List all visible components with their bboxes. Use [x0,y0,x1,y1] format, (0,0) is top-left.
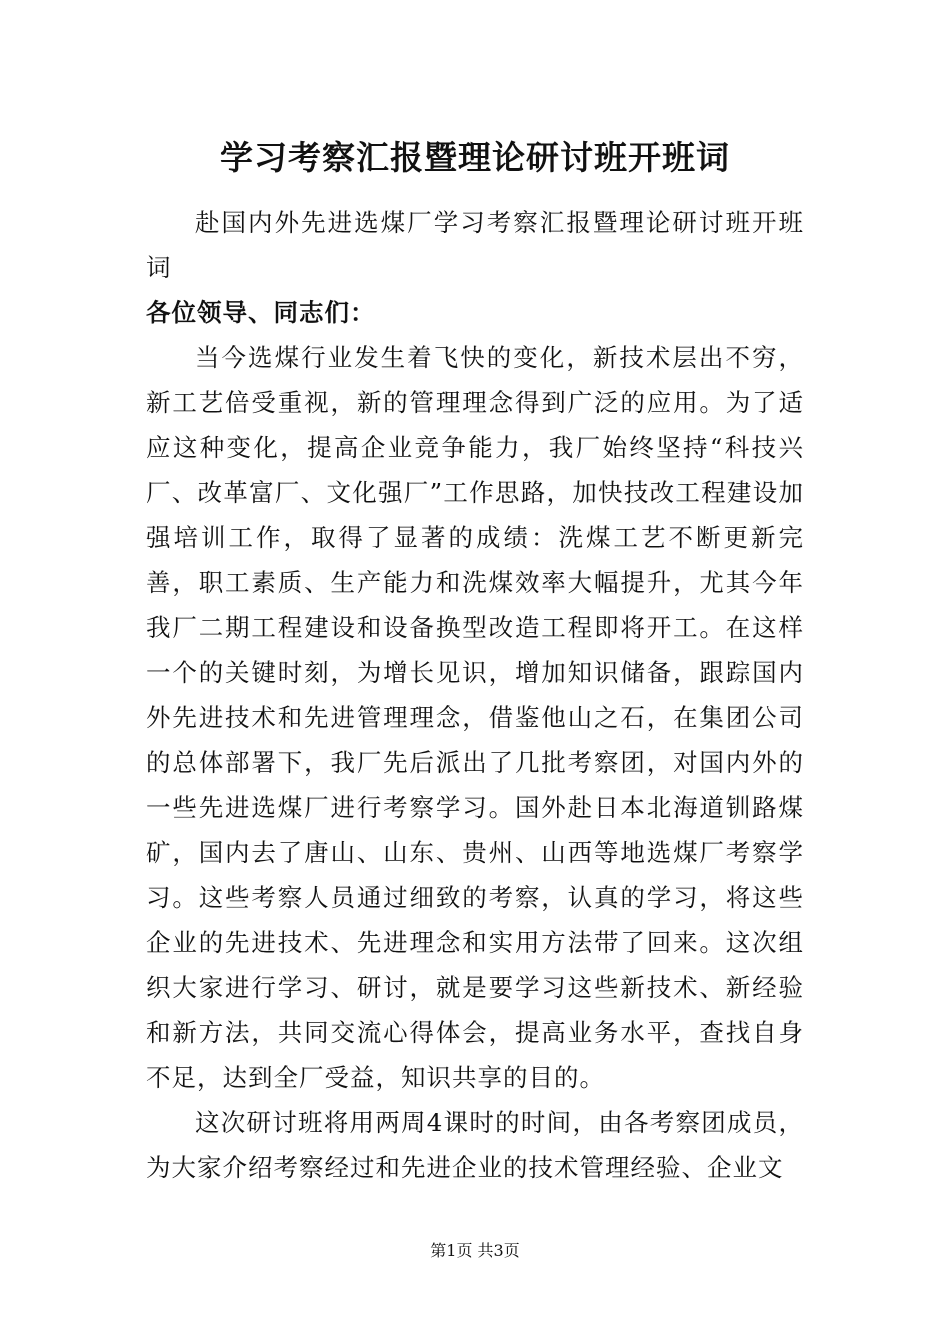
document-body [146,200,804,1190]
salutation: 各位领导、同志们： [146,298,376,327]
body-paragraph-2: 这次研讨班将用两周4课时的时间，由各考察团成员，为大家介绍考察经过和先进企业的技术管理经验、企业文 [146,1108,804,1182]
body-paragraph-1: 当今选煤行业发生着飞快的变化，新技术层出不穷，新工艺倍受重视，新的管理理念得到广泛的应用。为了适应这种变化，提高企业竞争能力，我厂始终坚持“科技兴厂、改革富厂、文化强厂”工作思路，加快技改工程建设加强培训工作，取得了显著的成绩：洗煤工艺不断更新完善，职工素质、生产能力和洗煤效率大幅提升，尤其今年我厂二期工程建设和设备换型改造工程即将开工。在这样一个的关键时刻，为增长见识，增加知识储备，跟踪国内外先进技术和先进管理理念，借鉴他山之石，在集团公司的总体部署下，我厂先后派出了几批考察团，对国内外的一些先进选煤厂进行考察学习。国外赴日本北海道钏路煤矿，国内去了唐山、山东、贵州、山西等地选煤厂考察学习。这些考察人员通过细致的考察，认真的学习，将这些企业的先进技术、先进理念和实用方法带了回来。这次组织大家进行学习、研讨，就是要学习这些新技术、新经验和新方法，共同交流心得体会，提高业务水平，查找自身不足，达到全厂受益，知识共享的目的。 [146,343,804,1092]
page-footer: 第1页 共3页 [430,1241,520,1260]
document-subtitle: 赴国内外先进选煤厂学习考察汇报暨理论研讨班开班词 [146,208,804,282]
document-title: 学习考察汇报暨理论研讨班开班词 [220,138,730,177]
